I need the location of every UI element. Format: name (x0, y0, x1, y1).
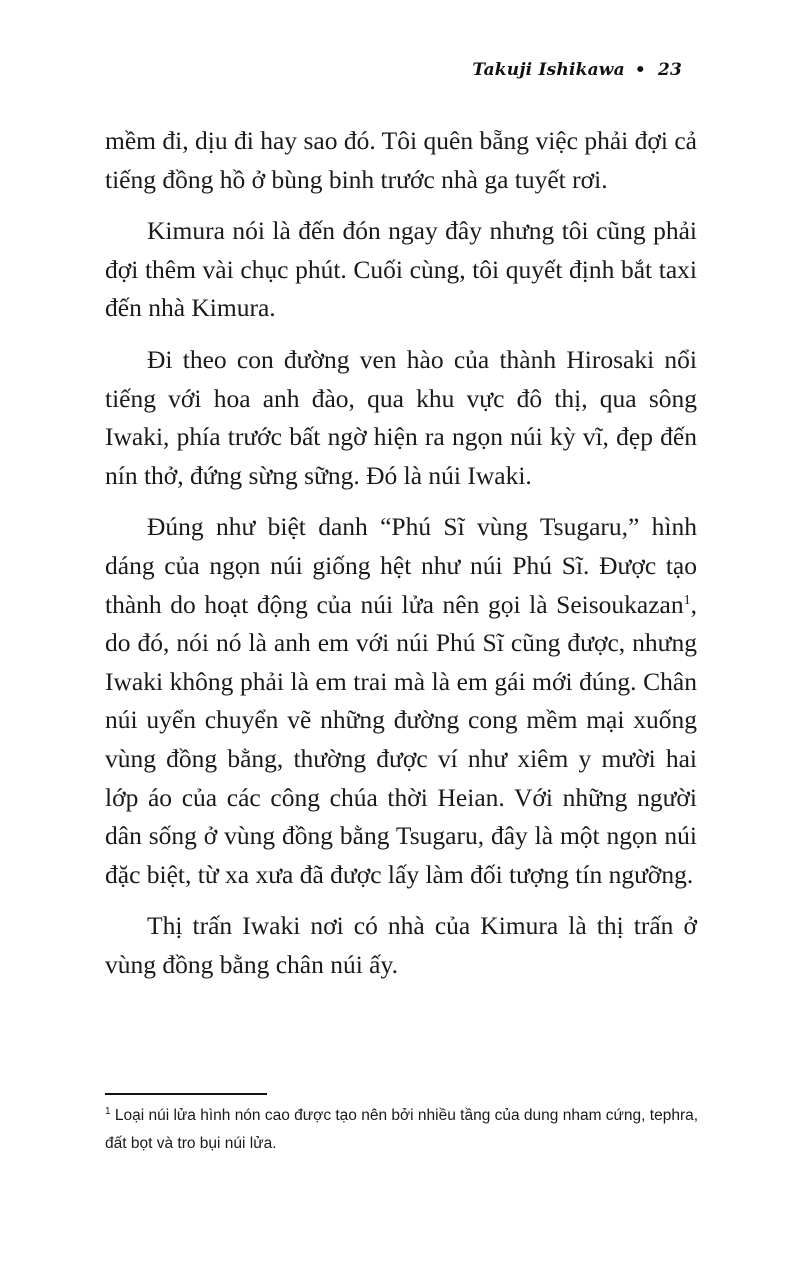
paragraph: Kimura nói là đến đón ngay đây nhưng tôi cũng phải đợi thêm vài chục phút. Cuối cùng, tôi quyết định bắt taxi đến nhà Kimura. (105, 216, 697, 323)
page-number: 23 (657, 60, 682, 80)
paragraph-text: Đúng như biệt danh “Phú Sĩ vùng Tsugaru,” hình dáng của ngọn núi giống hệt như núi Phú Sĩ. Được tạo thành do hoạt động của núi lửa nên gọi là Seisoukazan (105, 512, 697, 619)
paragraph-with-footnote (105, 508, 697, 894)
running-header (472, 60, 682, 80)
paragraph-text: , do đó, nói nó là anh em với núi Phú Sĩ cũng được, nhưng Iwaki không phải là em trai mà là em gái mới đúng. Chân núi uyển chuyển vẽ những đường cong mềm mại xuống vùng đồng bằng, thường được ví như xiêm y mười hai lớp áo của các công chúa thời Heian. Với những người dân sống ở vùng đồng bằng Tsugaru, đây là một ngọn núi đặc biệt, từ xa xưa đã được lấy làm đối tượng tín ngưỡng. (105, 589, 697, 889)
footnote-reference[interactable]: 1 (683, 592, 691, 608)
body-text (105, 122, 697, 997)
paragraph: mềm đi, dịu đi hay sao đó. Tôi quên bẵng việc phải đợi cả tiếng đồng hồ ở bùng binh trước nhà ga tuyết rơi. (105, 126, 697, 194)
header-separator: • (634, 60, 646, 80)
author-name: Takuji Ishikawa (472, 60, 625, 80)
footnote-divider (105, 1093, 267, 1095)
footnote-text: Loại núi lửa hình nón cao được tạo nên bởi nhiều tầng của dung nham cứng, tephra, đất bọt và tro bụi núi lửa. (105, 1107, 699, 1152)
paragraph: Thị trấn Iwaki nơi có nhà của Kimura là thị trấn ở vùng đồng bằng chân núi ấy. (105, 911, 697, 979)
footnote-number: 1 (105, 1106, 111, 1117)
paragraph: Đi theo con đường ven hào của thành Hirosaki nổi tiếng với hoa anh đào, qua khu vực đô thị, qua sông Iwaki, phía trước bất ngờ hiện ra ngọn núi kỳ vĩ, đẹp đến nín thở, đứng sừng sững. Đó là núi Iwaki. (105, 344, 697, 490)
footnote (105, 1102, 700, 1158)
